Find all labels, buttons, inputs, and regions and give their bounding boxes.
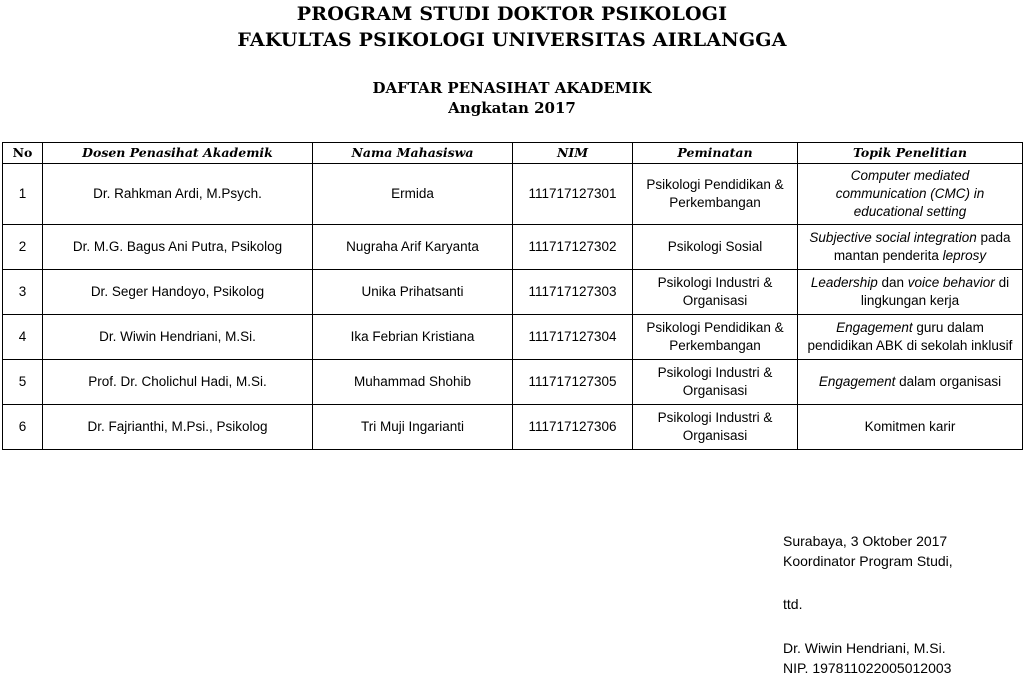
- topik-line: [800, 373, 1020, 391]
- table-row: [3, 270, 1023, 315]
- cell-nim: 111717127304: [513, 315, 633, 360]
- topik-text: pada: [976, 230, 1011, 245]
- signature-ttd: ttd.: [783, 596, 803, 612]
- cell-nim: 111717127302: [513, 225, 633, 270]
- signature-name: Dr. Wiwin Hendriani, M.Si.: [783, 640, 946, 656]
- topik-text: mantan penderita: [833, 248, 943, 263]
- cell-no: 2: [3, 225, 43, 270]
- topik-line: [800, 229, 1020, 247]
- cell-nim: 111717127301: [513, 164, 633, 225]
- topik-text: di: [994, 275, 1010, 290]
- cell-nama: Tri Muji Ingarianti: [313, 405, 513, 450]
- cell-peminatan: [633, 225, 798, 270]
- header-dosen: Dosen Penasihat Akademik: [43, 143, 313, 164]
- peminatan-line: Organisasi: [682, 293, 748, 308]
- table-row: [3, 225, 1023, 270]
- cell-dosen: Dr. Rahkman Ardi, M.Psych.: [43, 164, 313, 225]
- cell-nama: Muhammad Shohib: [313, 360, 513, 405]
- topik-line: Computer mediated: [850, 168, 970, 183]
- cell-peminatan: [633, 405, 798, 450]
- title-cohort: Angkatan 2017: [448, 99, 576, 117]
- topik-text: Komitmen karir: [864, 419, 956, 434]
- peminatan-line: Psikologi Pendidikan &: [646, 177, 784, 192]
- cell-dosen: Dr. Seger Handoyo, Psikolog: [43, 270, 313, 315]
- table-row: [3, 315, 1023, 360]
- topik-line: [800, 292, 1020, 310]
- cell-topik: [798, 360, 1023, 405]
- title-faculty: FAKULTAS PSIKOLOGI UNIVERSITAS AIRLANGGA: [237, 29, 787, 51]
- topik-line: educational setting: [853, 204, 967, 219]
- topik-text: guru dalam: [912, 320, 984, 335]
- cell-nim: 111717127303: [513, 270, 633, 315]
- cell-no: 6: [3, 405, 43, 450]
- signature-nip: NIP. 197811022005012003: [783, 660, 952, 676]
- topik-text: lingkungan kerja: [860, 293, 960, 308]
- topik-text: dan: [877, 275, 908, 290]
- table-header-row: [3, 143, 1023, 164]
- cell-dosen: Prof. Dr. Cholichul Hadi, M.Si.: [43, 360, 313, 405]
- cell-dosen: Dr. Fajrianthi, M.Psi., Psikolog: [43, 405, 313, 450]
- cell-peminatan: [633, 360, 798, 405]
- topik-text: Subjective social integration: [809, 230, 977, 245]
- cell-no: 1: [3, 164, 43, 225]
- cell-dosen: Dr. M.G. Bagus Ani Putra, Psikolog: [43, 225, 313, 270]
- cell-topik: [798, 225, 1023, 270]
- cell-topik: [798, 405, 1023, 450]
- cell-peminatan: [633, 315, 798, 360]
- header-topik: Topik Penelitian: [798, 143, 1023, 164]
- cell-nama: Ika Febrian Kristiana: [313, 315, 513, 360]
- header-peminatan: Peminatan: [633, 143, 798, 164]
- advisor-table: [2, 142, 1023, 450]
- cell-nim: 111717127305: [513, 360, 633, 405]
- peminatan-line: Perkembangan: [669, 338, 761, 353]
- topik-line: [800, 247, 1020, 265]
- header-nim: NIM: [513, 143, 633, 164]
- topik-line: communication (CMC) in: [835, 186, 985, 201]
- peminatan-line: Psikologi Sosial: [667, 239, 763, 254]
- header-no: No: [3, 143, 43, 164]
- signature-role: Koordinator Program Studi,: [783, 553, 953, 569]
- cell-peminatan: [633, 164, 798, 225]
- cell-no: 4: [3, 315, 43, 360]
- topik-text: Engagement: [836, 320, 913, 335]
- cell-no: 3: [3, 270, 43, 315]
- peminatan-line: Organisasi: [682, 428, 748, 443]
- table-row: [3, 360, 1023, 405]
- header-nama: Nama Mahasiswa: [313, 143, 513, 164]
- cell-dosen: Dr. Wiwin Hendriani, M.Si.: [43, 315, 313, 360]
- title-program: PROGRAM STUDI DOKTOR PSIKOLOGI: [296, 3, 728, 25]
- topik-text: Leadership: [810, 275, 878, 290]
- peminatan-line: Psikologi Industri &: [657, 275, 773, 290]
- cell-nama: Nugraha Arif Karyanta: [313, 225, 513, 270]
- topik-text: leprosy: [942, 248, 987, 263]
- table-row: [3, 405, 1023, 450]
- topik-line: [800, 337, 1020, 355]
- cell-topik: [798, 270, 1023, 315]
- peminatan-line: Perkembangan: [669, 195, 761, 210]
- topik-text: dalam organisasi: [895, 374, 1002, 389]
- topik-line: [800, 319, 1020, 337]
- title-list: DAFTAR PENASIHAT AKADEMIK: [372, 79, 652, 97]
- cell-no: 5: [3, 360, 43, 405]
- cell-topik: [798, 164, 1023, 225]
- topik-line: [800, 274, 1020, 292]
- table-row: [3, 164, 1023, 225]
- peminatan-line: Psikologi Industri &: [657, 365, 773, 380]
- topik-text: Engagement: [818, 374, 896, 389]
- peminatan-line: Psikologi Industri &: [657, 410, 773, 425]
- cell-nama: Unika Prihatsanti: [313, 270, 513, 315]
- topik-text: pendidikan ABK di sekolah inklusif: [807, 338, 1013, 353]
- cell-peminatan: [633, 270, 798, 315]
- signature-place-date: Surabaya, 3 Oktober 2017: [783, 533, 948, 549]
- cell-nim: 111717127306: [513, 405, 633, 450]
- cell-topik: [798, 315, 1023, 360]
- topik-line: [800, 418, 1020, 436]
- topik-text: voice behavior: [907, 275, 995, 290]
- peminatan-line: Organisasi: [682, 383, 748, 398]
- cell-nama: Ermida: [313, 164, 513, 225]
- peminatan-line: Psikologi Pendidikan &: [646, 320, 784, 335]
